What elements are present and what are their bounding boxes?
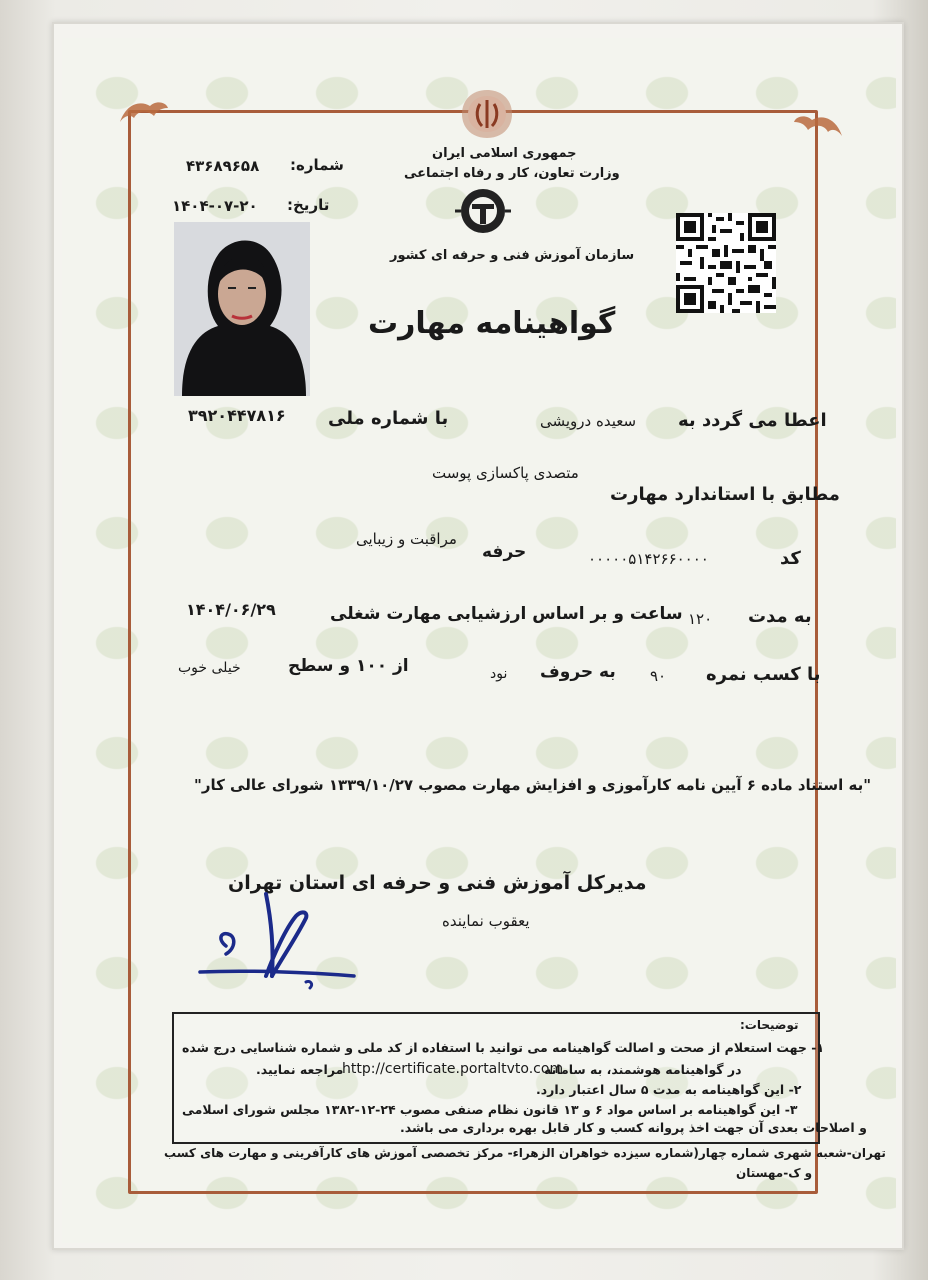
date-value: ۱۴۰۴-۰۷-۲۰ (172, 197, 258, 215)
granted-label: اعطا می گردد به (678, 410, 827, 431)
notes-line-2-suffix: مراجعه نمایید. (256, 1062, 344, 1077)
holder-name: سعیده درویشی (540, 412, 637, 430)
date-label: تاریخ: (287, 196, 330, 214)
notes-url-link[interactable]: http://certificate.portaltvto.com (342, 1061, 564, 1077)
ministry-name: وزارت تعاون، کار و رفاه اجتماعی (404, 166, 620, 181)
footer-line-1: تهران-شعبه شهری شماره چهار(شماره سیزده خواهران الزهراء- مرکز تخصصی آموزش های کارآفرینی و مهارت های کسب (164, 1146, 886, 1160)
legal-basis: "به استناد ماده ۶ آیین نامه کارآموزی و افزایش مهارت مصوب ۱۳۳۹/۱۰/۲۷ شورای عالی کار" (194, 776, 872, 794)
footer-line-2: و ک-مهستان (736, 1166, 813, 1180)
signatory-position: مدیرکل آموزش فنی و حرفه ای استان تهران (228, 872, 647, 894)
national-id-value: ۳۹۲۰۴۴۷۸۱۶ (188, 406, 286, 425)
qr-code-icon (676, 213, 776, 313)
standard-label: مطابق با استاندارد مهارت (610, 484, 840, 505)
notes-line-3: ۲- این گواهینامه به مدت ۵ سال اعتبار دارد. (536, 1082, 802, 1097)
corner-ornament-icon (116, 96, 170, 126)
certificate-title: گواهینامه مهارت (368, 306, 616, 341)
in-words-value: نود (490, 666, 508, 682)
notes-line-4: ۳- این گواهینامه بر اساس مواد ۶ و ۱۳ قانون نظام صنفی مصوب ۲۴-۱۲-۱۳۸۲ مجلس شورای اسلامی (182, 1102, 798, 1117)
number-value: ۴۳۶۸۹۶۵۸ (186, 157, 260, 175)
trade-value: مراقبت و زیبایی (356, 530, 457, 548)
score-label: با کسب نمره (706, 664, 821, 685)
signatory-name: یعقوب نماینده (442, 912, 530, 930)
holder-photo (174, 222, 310, 396)
exam-date: ۱۴۰۴/۰۶/۲۹ (186, 600, 276, 619)
notes-line-2-prefix: در گواهینامه هوشمند، به سامانه (544, 1062, 742, 1077)
republic-name: جمهوری اسلامی ایران (432, 146, 577, 161)
hours-label: ساعت و بر اساس ارزشیابی مهارت شغلی (330, 604, 683, 624)
duration-label: به مدت (748, 606, 812, 627)
score-value: ۹۰ (650, 667, 667, 685)
iran-emblem-icon (456, 86, 518, 142)
notes-line-5: و اصلاحات بعدی آن جهت اخذ پروانه کسب و کار قابل بهره برداری می باشد. (400, 1120, 867, 1135)
handwritten-signature (196, 884, 360, 992)
notes-line-1: ۱- جهت استعلام از صحت و اصالت گواهینامه می توانید با استفاده از کد ملی و شماره شناسایی درج شده (182, 1040, 825, 1055)
code-label: کد (780, 548, 801, 569)
out-of-label: از ۱۰۰ و سطح (288, 656, 409, 676)
trade-label: حرفه (482, 542, 527, 562)
in-words-label: به حروف (540, 662, 616, 682)
code-value: ۰۰۰۰۰۵۱۴۲۶۶۰۰۰۰ (588, 550, 709, 568)
corner-ornament-icon (792, 110, 846, 140)
level-value: خیلی خوب (178, 660, 241, 676)
tvto-logo-icon (454, 186, 512, 236)
notes-title: توضیحات: (740, 1018, 799, 1032)
organization-name: سازمان آموزش فنی و حرفه ای کشور (390, 248, 635, 263)
standard-value: متصدی پاکسازی پوست (432, 464, 579, 482)
duration-value: ۱۲۰ (688, 610, 713, 628)
number-label: شماره: (290, 156, 344, 174)
national-id-label: با شماره ملی (328, 408, 449, 429)
